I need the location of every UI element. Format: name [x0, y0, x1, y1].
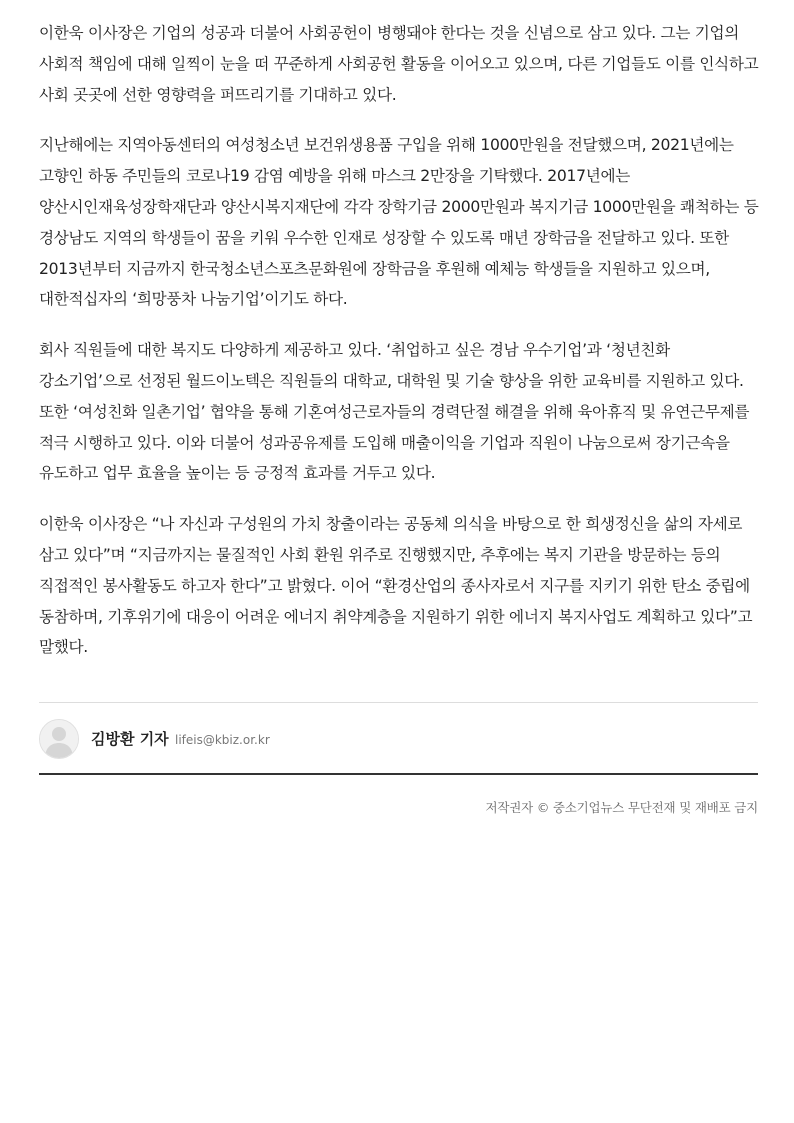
article-paragraph: 이한욱 이사장은 “나 자신과 구성원의 가치 창출이라는 공동체 의식을 바탕으로 한 희생정신을 삶의 자세로 삼고 있다”며 “지금까지는 물질적인 사회 환원 위주로 진행했지만, 추후에는 복지 기관을 방문하는 등의 직접적인 봉사활동도 하고자 한다”고 밝혔다. 이어 “환경산업의 종사자로서 지구를 지키기 위한 탄소 중립에 동참하며, 기후위기에 대응이 어려운 에너지 취약계층을 지원하기 위한 에너지 복지사업도 계획하고 있다”고 말했다. [39, 515, 753, 657]
author-avatar [39, 719, 79, 759]
article-paragraph: 이한욱 이사장은 기업의 성공과 더불어 사회공헌이 병행돼야 한다는 것을 신념으로 삼고 있다. 그는 기업의 사회적 책임에 대해 일찍이 눈을 떠 꾸준하게 사회공헌 활동을 이어오고 있으며, 다른 기업들도 이를 인식하고 사회 곳곳에 선한 영향력을 퍼뜨리기를 기대하고 있다. [39, 24, 759, 104]
author-email-link[interactable]: lifeis@kbiz.or.kr [175, 733, 270, 747]
person-silhouette-icon [40, 720, 78, 758]
author-byline [39, 702, 758, 775]
author-name[interactable]: 김방환 기자 [91, 730, 169, 748]
article-paragraph: 지난해에는 지역아동센터의 여성청소년 보건위생용품 구입을 위해 1000만원을 전달했으며, 2021년에는 고향인 하동 주민들의 코로나19 감염 예방을 위해 마스크 2만장을 기탁했다. 2017년에는 양산시인재육성장학재단과 양산시복지재단에 각각 장학기금 2000만원과 복지기금 1000만원을 쾌척하는 등 경상남도 지역의 학생들이 꿈을 키워 우수한 인재로 성장할 수 있도록 매년 장학금을 전달하고 있다. 또한 2013년부터 지금까지 한국청소년스포츠문화원에 장학금을 후원해 예체능 학생들을 지원하고 있으며, 대한적십자의 ‘희망풍차 나눔기업’이기도 하다. [39, 136, 759, 309]
article-body [39, 18, 759, 683]
copyright-notice: 저작권자 © 중소기업뉴스 무단전재 및 재배포 금지 [485, 800, 758, 815]
article-paragraph: 회사 직원들에 대한 복지도 다양하게 제공하고 있다. ‘취업하고 싶은 경남 우수기업’과 ‘청년친화 강소기업’으로 선정된 월드이노텍은 직원들의 대학교, 대학원 및 기술 향상을 위한 교육비를 지원하고 있다. 또한 ‘여성친화 일촌기업’ 협약을 통해 기혼여성근로자들의 경력단절 해결을 위해 육아휴직 및 유연근무제를 적극 시행하고 있다. 이와 더불어 성과공유제를 도입해 매출이익을 기업과 직원이 나눔으로써 장기근속을 유도하고 업무 효율을 높이는 등 긍정적 효과를 거두고 있다. [39, 341, 750, 483]
